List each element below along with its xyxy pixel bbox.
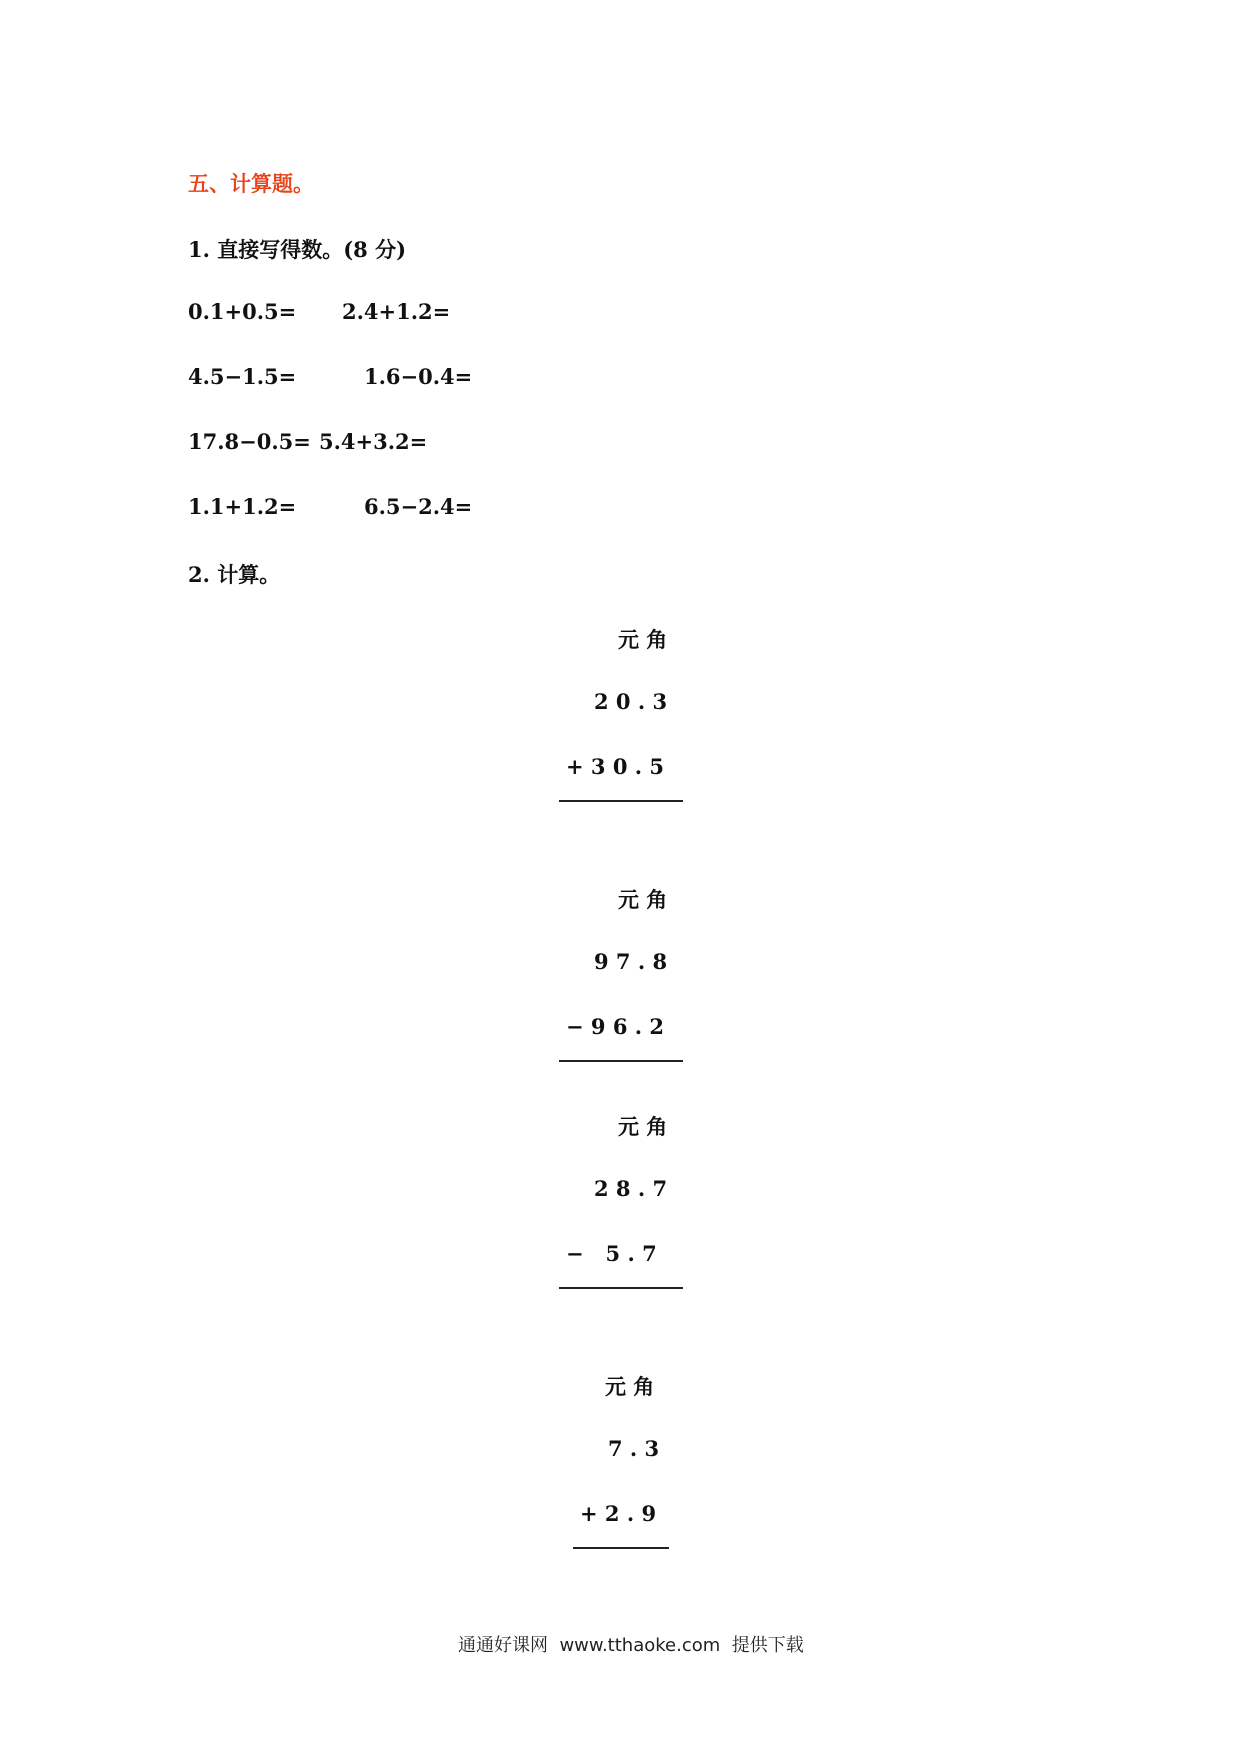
section-title: 五、计算题。 (188, 171, 314, 196)
problem-2-bottom: − 9 6 . 2 (566, 1014, 664, 1039)
problem-1-header: 元 角 (618, 627, 668, 652)
footer-source-text: 通通好课网 www.tthaoke.com 提供下载 (458, 1635, 804, 1656)
problem-4-answer-line (573, 1547, 669, 1549)
question-2-label: 2. 计算。 (188, 562, 281, 587)
problem-2-answer-line (559, 1060, 683, 1062)
problem-3-answer-line (559, 1287, 683, 1289)
problem-1-bottom: + 3 0 . 5 (566, 754, 664, 779)
problem-4-top: 7 . 3 (608, 1436, 660, 1461)
expression-1-left: 0.1+0.5= (188, 299, 297, 324)
expression-1-right: 2.4+1.2= (342, 299, 451, 324)
problem-2-top: 9 7 . 8 (594, 949, 668, 974)
expression-4-right: 6.5−2.4= (364, 494, 473, 519)
problem-1-answer-line (559, 800, 683, 802)
expression-3-right: 5.4+3.2= (319, 429, 428, 454)
problem-3-bottom: − 5 . 7 (566, 1241, 657, 1266)
problem-3-header: 元 角 (618, 1114, 668, 1139)
problem-4-bottom: + 2 . 9 (580, 1501, 657, 1526)
expression-4-left: 1.1+1.2= (188, 494, 297, 519)
problem-3-top: 2 8 . 7 (594, 1176, 668, 1201)
expression-3-left: 17.8−0.5= (188, 429, 311, 454)
expression-2-right: 1.6−0.4= (364, 364, 473, 389)
problem-4-header: 元 角 (605, 1374, 655, 1399)
question-1-label: 1. 直接写得数。(8 分) (188, 237, 407, 262)
expression-2-left: 4.5−1.5= (188, 364, 297, 389)
problem-2-header: 元 角 (618, 887, 668, 912)
problem-1-top: 2 0 . 3 (594, 689, 668, 714)
